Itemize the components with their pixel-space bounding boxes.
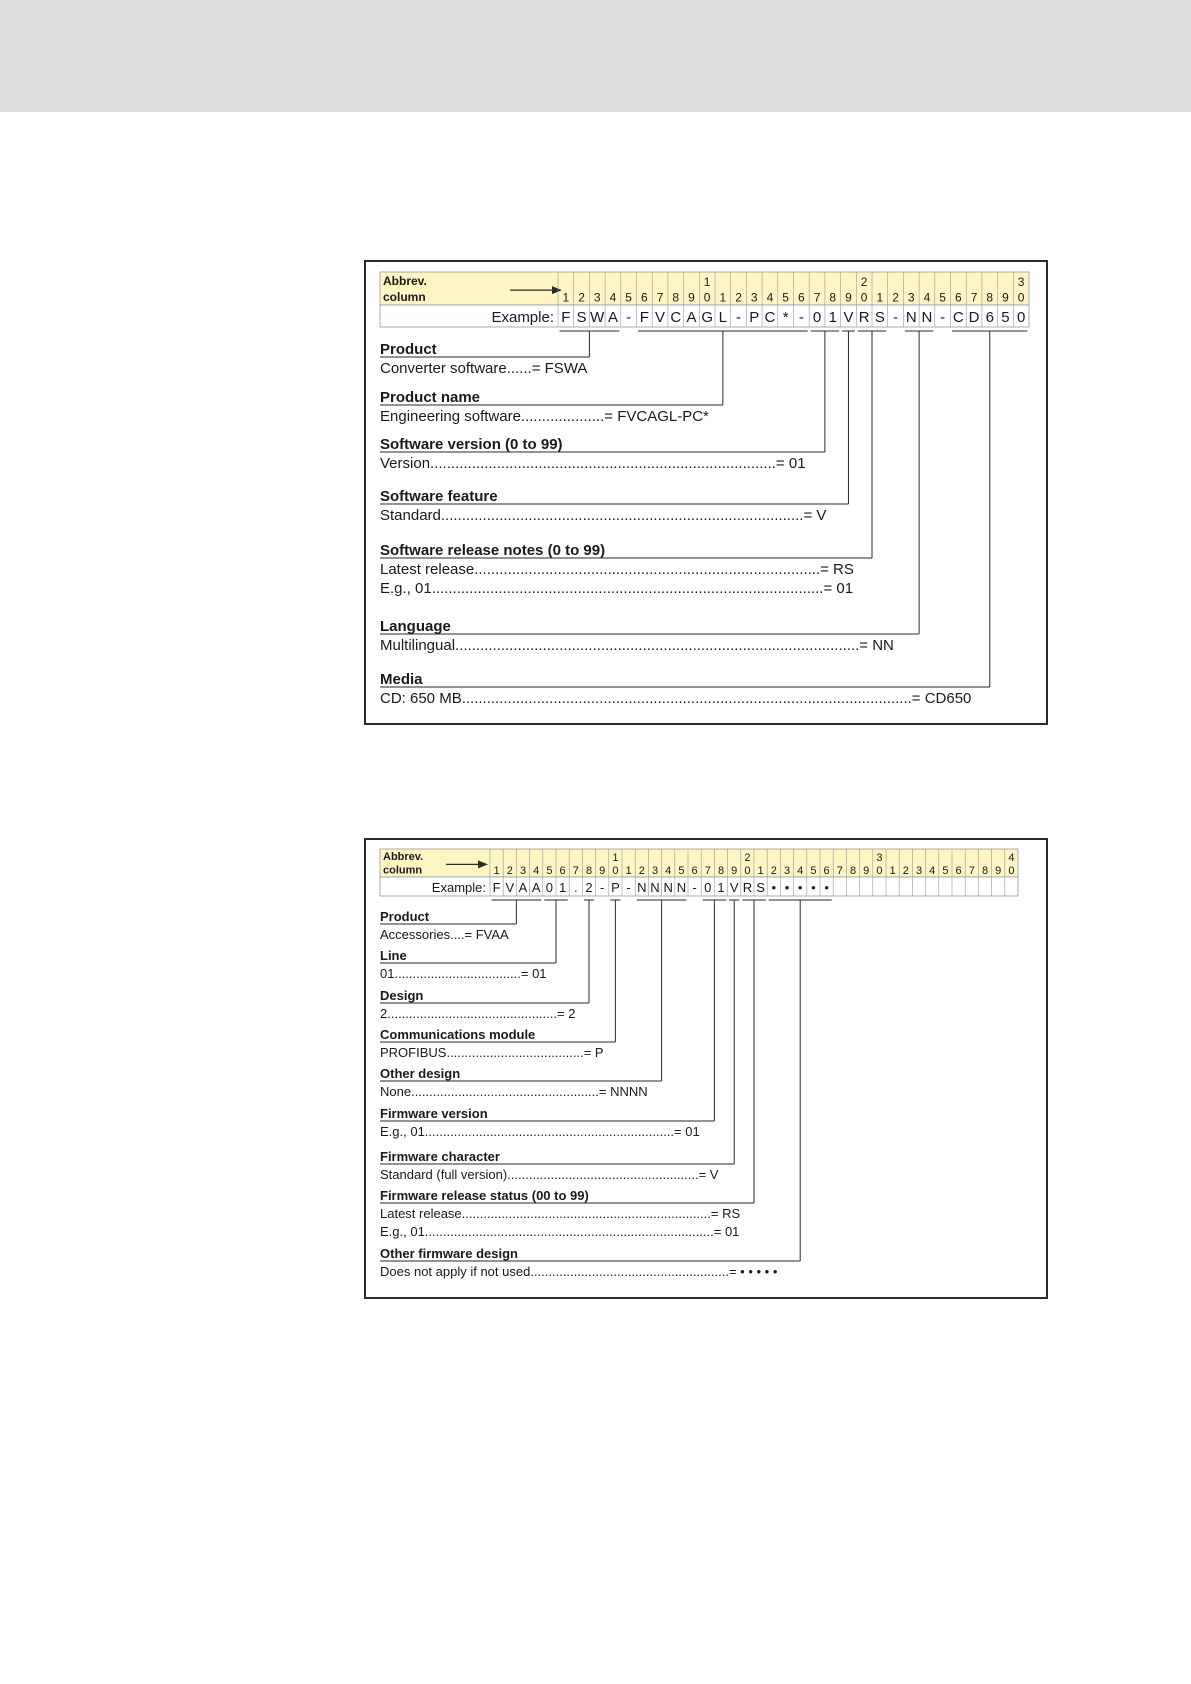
column-number: 1 bbox=[625, 865, 632, 878]
example-char: R bbox=[858, 309, 870, 327]
column-number: 7 bbox=[970, 290, 978, 305]
example-label: Example: bbox=[431, 879, 486, 895]
example-char: L bbox=[718, 309, 728, 327]
column-number: 5 bbox=[678, 865, 685, 878]
example-char: F bbox=[492, 879, 501, 895]
example-char: - bbox=[893, 309, 899, 327]
column-tens-digit: 1 bbox=[612, 851, 619, 864]
example-char: - bbox=[626, 879, 631, 895]
section-title: Firmware character bbox=[380, 1149, 500, 1164]
section-value-line: Version...................................................................................= 01 bbox=[380, 455, 806, 472]
column-number: 0 bbox=[1017, 290, 1025, 305]
column-number: 1 bbox=[876, 290, 884, 305]
column-number: 0 bbox=[876, 865, 883, 878]
column-number: 3 bbox=[915, 865, 923, 878]
column-number: 6 bbox=[798, 290, 805, 305]
example-char: 2 bbox=[585, 879, 593, 895]
example-char: C bbox=[952, 309, 964, 327]
example-char: N bbox=[676, 879, 687, 895]
column-number: 6 bbox=[641, 290, 648, 305]
section-title: Communications module bbox=[380, 1027, 536, 1042]
column-number: 4 bbox=[533, 865, 540, 878]
column-number: 6 bbox=[691, 865, 698, 878]
diagram-canvas bbox=[366, 262, 1046, 723]
section-title: Software version (0 to 99) bbox=[380, 436, 563, 453]
example-char: • bbox=[784, 879, 790, 895]
column-number: 7 bbox=[656, 290, 664, 305]
example-char: • bbox=[824, 879, 829, 895]
example-char: - bbox=[626, 309, 632, 327]
section-value-line: PROFIBUS......................................= P bbox=[380, 1045, 604, 1060]
example-char: - bbox=[692, 879, 697, 895]
section-title: Media bbox=[380, 671, 423, 688]
column-number: 0 bbox=[860, 290, 868, 305]
section-title: Product bbox=[380, 341, 437, 358]
column-number: 7 bbox=[813, 290, 821, 305]
section-title: Software feature bbox=[380, 488, 498, 505]
column-number: 0 bbox=[703, 290, 711, 305]
example-char: S bbox=[576, 309, 587, 327]
column-number: 7 bbox=[968, 865, 975, 878]
column-number: 9 bbox=[731, 865, 738, 878]
column-number: 1 bbox=[757, 865, 764, 878]
column-number: 6 bbox=[955, 865, 962, 878]
column-number: 2 bbox=[902, 865, 909, 878]
example-char: 5 bbox=[1001, 309, 1010, 327]
example-char: V bbox=[729, 879, 739, 895]
section-title: Product name bbox=[380, 389, 481, 406]
example-char: A bbox=[531, 879, 541, 895]
example-char: A bbox=[607, 309, 618, 327]
section-title: Other firmware design bbox=[380, 1246, 518, 1261]
section-title: Line bbox=[380, 948, 407, 963]
column-number: 2 bbox=[638, 865, 645, 878]
column-number: 8 bbox=[585, 865, 593, 878]
example-char: A bbox=[518, 879, 528, 895]
column-number: 8 bbox=[986, 290, 994, 305]
example-char: * bbox=[782, 309, 789, 327]
column-number: 8 bbox=[829, 290, 837, 305]
column-number: 4 bbox=[609, 290, 617, 305]
column-number: 3 bbox=[907, 290, 915, 305]
column-number: 6 bbox=[955, 290, 962, 305]
column-tens-digit: 2 bbox=[860, 274, 868, 289]
section-value-line: Multilingual.................................................................................................= NN bbox=[380, 637, 894, 654]
section-title: Firmware release status (00 to 99) bbox=[380, 1188, 589, 1203]
diagram-canvas bbox=[366, 840, 1046, 1297]
type-code-diagram-converter-software bbox=[364, 260, 1048, 725]
column-number: 4 bbox=[929, 865, 936, 878]
column-number: 7 bbox=[836, 865, 843, 878]
column-number: 1 bbox=[493, 865, 500, 878]
column-number: 7 bbox=[704, 865, 711, 878]
column-number: 0 bbox=[744, 865, 751, 878]
column-number: 3 bbox=[783, 865, 791, 878]
example-char: - bbox=[940, 309, 946, 327]
example-char: 0 bbox=[812, 309, 822, 327]
example-char: G bbox=[701, 309, 713, 327]
section-value-line: 2...............................................= 2 bbox=[380, 1006, 576, 1021]
column-number: 9 bbox=[688, 290, 695, 305]
example-char: N bbox=[663, 879, 673, 895]
example-char: S bbox=[756, 879, 765, 895]
section-title: Language bbox=[380, 618, 451, 635]
example-char: A bbox=[686, 309, 697, 327]
column-number: 4 bbox=[923, 290, 931, 305]
example-char: F bbox=[561, 309, 571, 327]
example-char: N bbox=[637, 879, 647, 895]
column-number: 5 bbox=[625, 290, 632, 305]
section-value-line: Does not apply if not used.......................................................= • • • • • bbox=[380, 1264, 778, 1279]
example-char: 0 bbox=[1016, 309, 1026, 327]
example-char: D bbox=[968, 309, 980, 327]
example-char: • bbox=[797, 879, 803, 895]
column-number: 2 bbox=[770, 865, 777, 878]
example-char: P bbox=[749, 309, 760, 327]
section-value-line: None....................................................= NNNN bbox=[380, 1084, 648, 1099]
column-number: 9 bbox=[1002, 290, 1009, 305]
example-char: 1 bbox=[558, 879, 567, 895]
example-char: 0 bbox=[545, 879, 554, 895]
section-value-line: 01...................................= 01 bbox=[380, 966, 547, 981]
section-value-line: Standard (full version).....................................................= V bbox=[380, 1167, 719, 1182]
column-number: 0 bbox=[612, 865, 619, 878]
column-number: 4 bbox=[797, 865, 804, 878]
column-number: 9 bbox=[599, 865, 606, 878]
column-number: 2 bbox=[578, 290, 585, 305]
column-number: 4 bbox=[665, 865, 672, 878]
column-tens-digit: 2 bbox=[744, 851, 751, 864]
example-label: Example: bbox=[491, 309, 554, 327]
example-char: 1 bbox=[717, 879, 725, 895]
type-code-diagram-accessories bbox=[364, 838, 1048, 1299]
column-tens-digit: 3 bbox=[1017, 274, 1025, 289]
section-value-line: CD: 650 MB............................................................................................................= CD650 bbox=[380, 690, 972, 707]
section-value-line: E.g., 01..............................................................................................= 01 bbox=[380, 580, 854, 597]
section-value-line: E.g., 01.....................................................................= 01 bbox=[380, 1124, 700, 1139]
example-char: R bbox=[742, 879, 753, 895]
section-value-line: Converter software......= FSWA bbox=[380, 360, 588, 377]
example-char: W bbox=[590, 309, 605, 327]
column-number: 6 bbox=[823, 865, 830, 878]
column-number: 2 bbox=[735, 290, 742, 305]
example-char: C bbox=[670, 309, 682, 327]
example-char: • bbox=[811, 879, 816, 895]
section-value-line: Standard.......................................................................................= V bbox=[380, 507, 827, 524]
section-title: Product bbox=[380, 909, 430, 924]
column-number: 5 bbox=[782, 290, 789, 305]
example-char: - bbox=[600, 879, 605, 895]
column-number: 1 bbox=[889, 865, 896, 878]
example-char: V bbox=[505, 879, 515, 895]
example-char: F bbox=[639, 309, 649, 327]
column-number: 5 bbox=[810, 865, 817, 878]
column-number: 8 bbox=[717, 865, 725, 878]
section-value-line: Latest release...................................................................................= RS bbox=[380, 561, 854, 578]
abbrev-label: Abbrev. bbox=[383, 851, 424, 864]
example-char: - bbox=[736, 309, 742, 327]
example-char: V bbox=[843, 309, 854, 327]
example-char: V bbox=[655, 309, 666, 327]
example-char: 1 bbox=[828, 309, 837, 327]
column-number: 5 bbox=[942, 865, 949, 878]
column-number: 5 bbox=[939, 290, 946, 305]
example-char: - bbox=[798, 309, 804, 327]
column-number: 8 bbox=[672, 290, 680, 305]
column-number: 9 bbox=[845, 290, 852, 305]
section-value-line: Latest release.....................................................................= RS bbox=[380, 1206, 741, 1221]
column-number: 1 bbox=[719, 290, 727, 305]
example-char: N bbox=[921, 309, 933, 327]
page-header-band bbox=[0, 0, 1191, 112]
column-number: 4 bbox=[766, 290, 774, 305]
column-tens-digit: 1 bbox=[703, 274, 711, 289]
column-number: 8 bbox=[849, 865, 857, 878]
column-number: 3 bbox=[651, 865, 659, 878]
column-tens-digit: 4 bbox=[1008, 851, 1015, 864]
column-number: 7 bbox=[572, 865, 579, 878]
column-number: 6 bbox=[559, 865, 566, 878]
section-value-line: E.g., 01................................................................................= 01 bbox=[380, 1224, 740, 1239]
column-number: 3 bbox=[593, 290, 601, 305]
column-number: 0 bbox=[1008, 865, 1015, 878]
column-label: column bbox=[383, 290, 426, 305]
column-number: 3 bbox=[519, 865, 527, 878]
section-title: Other design bbox=[380, 1066, 461, 1081]
example-char: C bbox=[764, 309, 776, 327]
column-number: 8 bbox=[981, 865, 989, 878]
example-char: • bbox=[771, 879, 777, 895]
example-char: S bbox=[874, 309, 885, 327]
example-char: N bbox=[905, 309, 917, 327]
column-number: 2 bbox=[892, 290, 899, 305]
column-number: 2 bbox=[506, 865, 513, 878]
section-title: Software release notes (0 to 99) bbox=[380, 542, 606, 559]
section-value-line: Accessories....= FVAA bbox=[380, 927, 509, 942]
column-number: 5 bbox=[546, 865, 553, 878]
column-number: 1 bbox=[562, 290, 570, 305]
column-label: column bbox=[383, 864, 423, 877]
example-char: 0 bbox=[704, 879, 712, 895]
column-number: 3 bbox=[750, 290, 758, 305]
column-number: 9 bbox=[995, 865, 1002, 878]
example-char: N bbox=[650, 879, 660, 895]
column-number: 9 bbox=[863, 865, 870, 878]
section-title: Firmware version bbox=[380, 1106, 488, 1121]
example-char: 6 bbox=[985, 309, 994, 327]
column-header-band bbox=[380, 849, 1018, 877]
example-char: P bbox=[611, 879, 620, 895]
column-tens-digit: 3 bbox=[876, 851, 883, 864]
section-value-line: Engineering software....................= FVCAGL-PC* bbox=[380, 408, 709, 425]
abbrev-label: Abbrev. bbox=[383, 274, 427, 289]
example-char: . bbox=[573, 879, 578, 895]
section-title: Design bbox=[380, 988, 424, 1003]
